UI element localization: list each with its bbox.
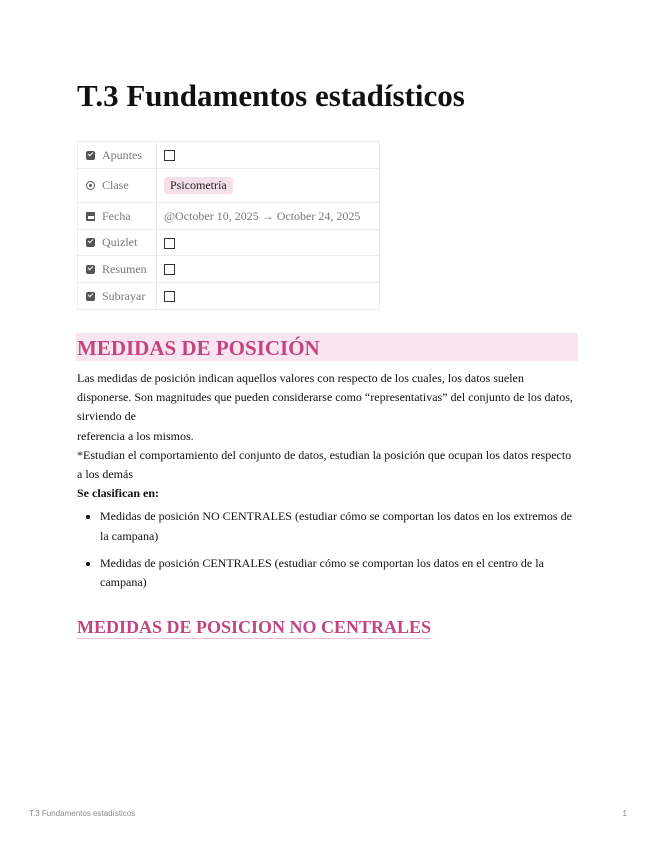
property-row-quizlet bbox=[78, 230, 380, 256]
quizlet-checkbox[interactable] bbox=[164, 238, 175, 249]
list-item: • Medidas de posición NO CENTRALES (estudiar cómo se comportan los datos en los extremos de la campana) bbox=[100, 507, 577, 545]
property-key bbox=[78, 283, 157, 310]
apuntes-checkbox[interactable] bbox=[164, 150, 175, 161]
property-value bbox=[157, 230, 380, 256]
select-type-icon bbox=[86, 181, 95, 190]
paragraph: referencia a los mismos. bbox=[77, 428, 194, 443]
section-body bbox=[77, 369, 577, 600]
page-number: 1 bbox=[622, 809, 627, 818]
footer-title: T.3 Fundamentos estadísticos bbox=[29, 809, 136, 818]
property-label: Resumen bbox=[102, 261, 147, 276]
paragraph: Las medidas de posición indican aquellos valores con respecto de los cuales, los datos suelen disponerse. Son magnitudes que pueden considerarse como “representativas” del conjunto de los datos, sirviendo de bbox=[77, 371, 573, 424]
property-key bbox=[78, 256, 157, 283]
property-value bbox=[157, 142, 380, 169]
property-label: Clase bbox=[102, 178, 129, 192]
property-row-subrayar bbox=[78, 283, 380, 310]
section-heading-no-centrales: MEDIDAS DE POSICION NO CENTRALES bbox=[77, 617, 432, 637]
checkbox-type-icon bbox=[86, 238, 95, 247]
property-label: Fecha bbox=[102, 208, 131, 223]
page-title: T.3 Fundamentos estadísticos bbox=[77, 78, 465, 113]
property-row-fecha bbox=[78, 203, 380, 230]
paragraph-bold: Se clasifican en: bbox=[77, 486, 159, 501]
property-value bbox=[157, 283, 380, 310]
subrayar-checkbox[interactable] bbox=[164, 291, 175, 302]
properties-table bbox=[77, 141, 380, 310]
property-key bbox=[78, 203, 157, 230]
resumen-checkbox[interactable] bbox=[164, 264, 175, 275]
property-label: Quizlet bbox=[102, 235, 138, 249]
property-row-clase bbox=[78, 169, 380, 203]
bullet-list bbox=[77, 507, 577, 592]
property-key bbox=[78, 169, 157, 203]
list-item: • Medidas de posición CENTRALES (estudiar cómo se comportan los datos en el centro de la campana) bbox=[100, 554, 577, 592]
date-range[interactable]: @October 10, 2025 → October 24, 2025 bbox=[164, 208, 361, 223]
checkbox-type-icon bbox=[86, 292, 95, 301]
property-row-apuntes bbox=[78, 142, 380, 169]
property-value bbox=[157, 256, 380, 283]
calendar-icon bbox=[86, 212, 95, 221]
section-heading-medidas-de-posicion: MEDIDAS DE POSICIÓN bbox=[76, 333, 578, 361]
property-row-resumen bbox=[78, 256, 380, 283]
checkbox-type-icon bbox=[86, 265, 95, 274]
checkbox-type-icon bbox=[86, 151, 95, 160]
property-key bbox=[78, 142, 157, 169]
property-value bbox=[157, 203, 380, 230]
property-value bbox=[157, 169, 380, 203]
page-footer bbox=[29, 809, 627, 818]
clase-tag[interactable]: Psicometría bbox=[164, 177, 233, 194]
property-label: Subrayar bbox=[102, 288, 146, 303]
property-key bbox=[78, 230, 157, 256]
paragraph: *Estudian el comportamiento del conjunto de datos, estudian la posición que ocupan los datos respecto a los demás bbox=[77, 447, 572, 482]
property-label: Apuntes bbox=[102, 147, 142, 162]
